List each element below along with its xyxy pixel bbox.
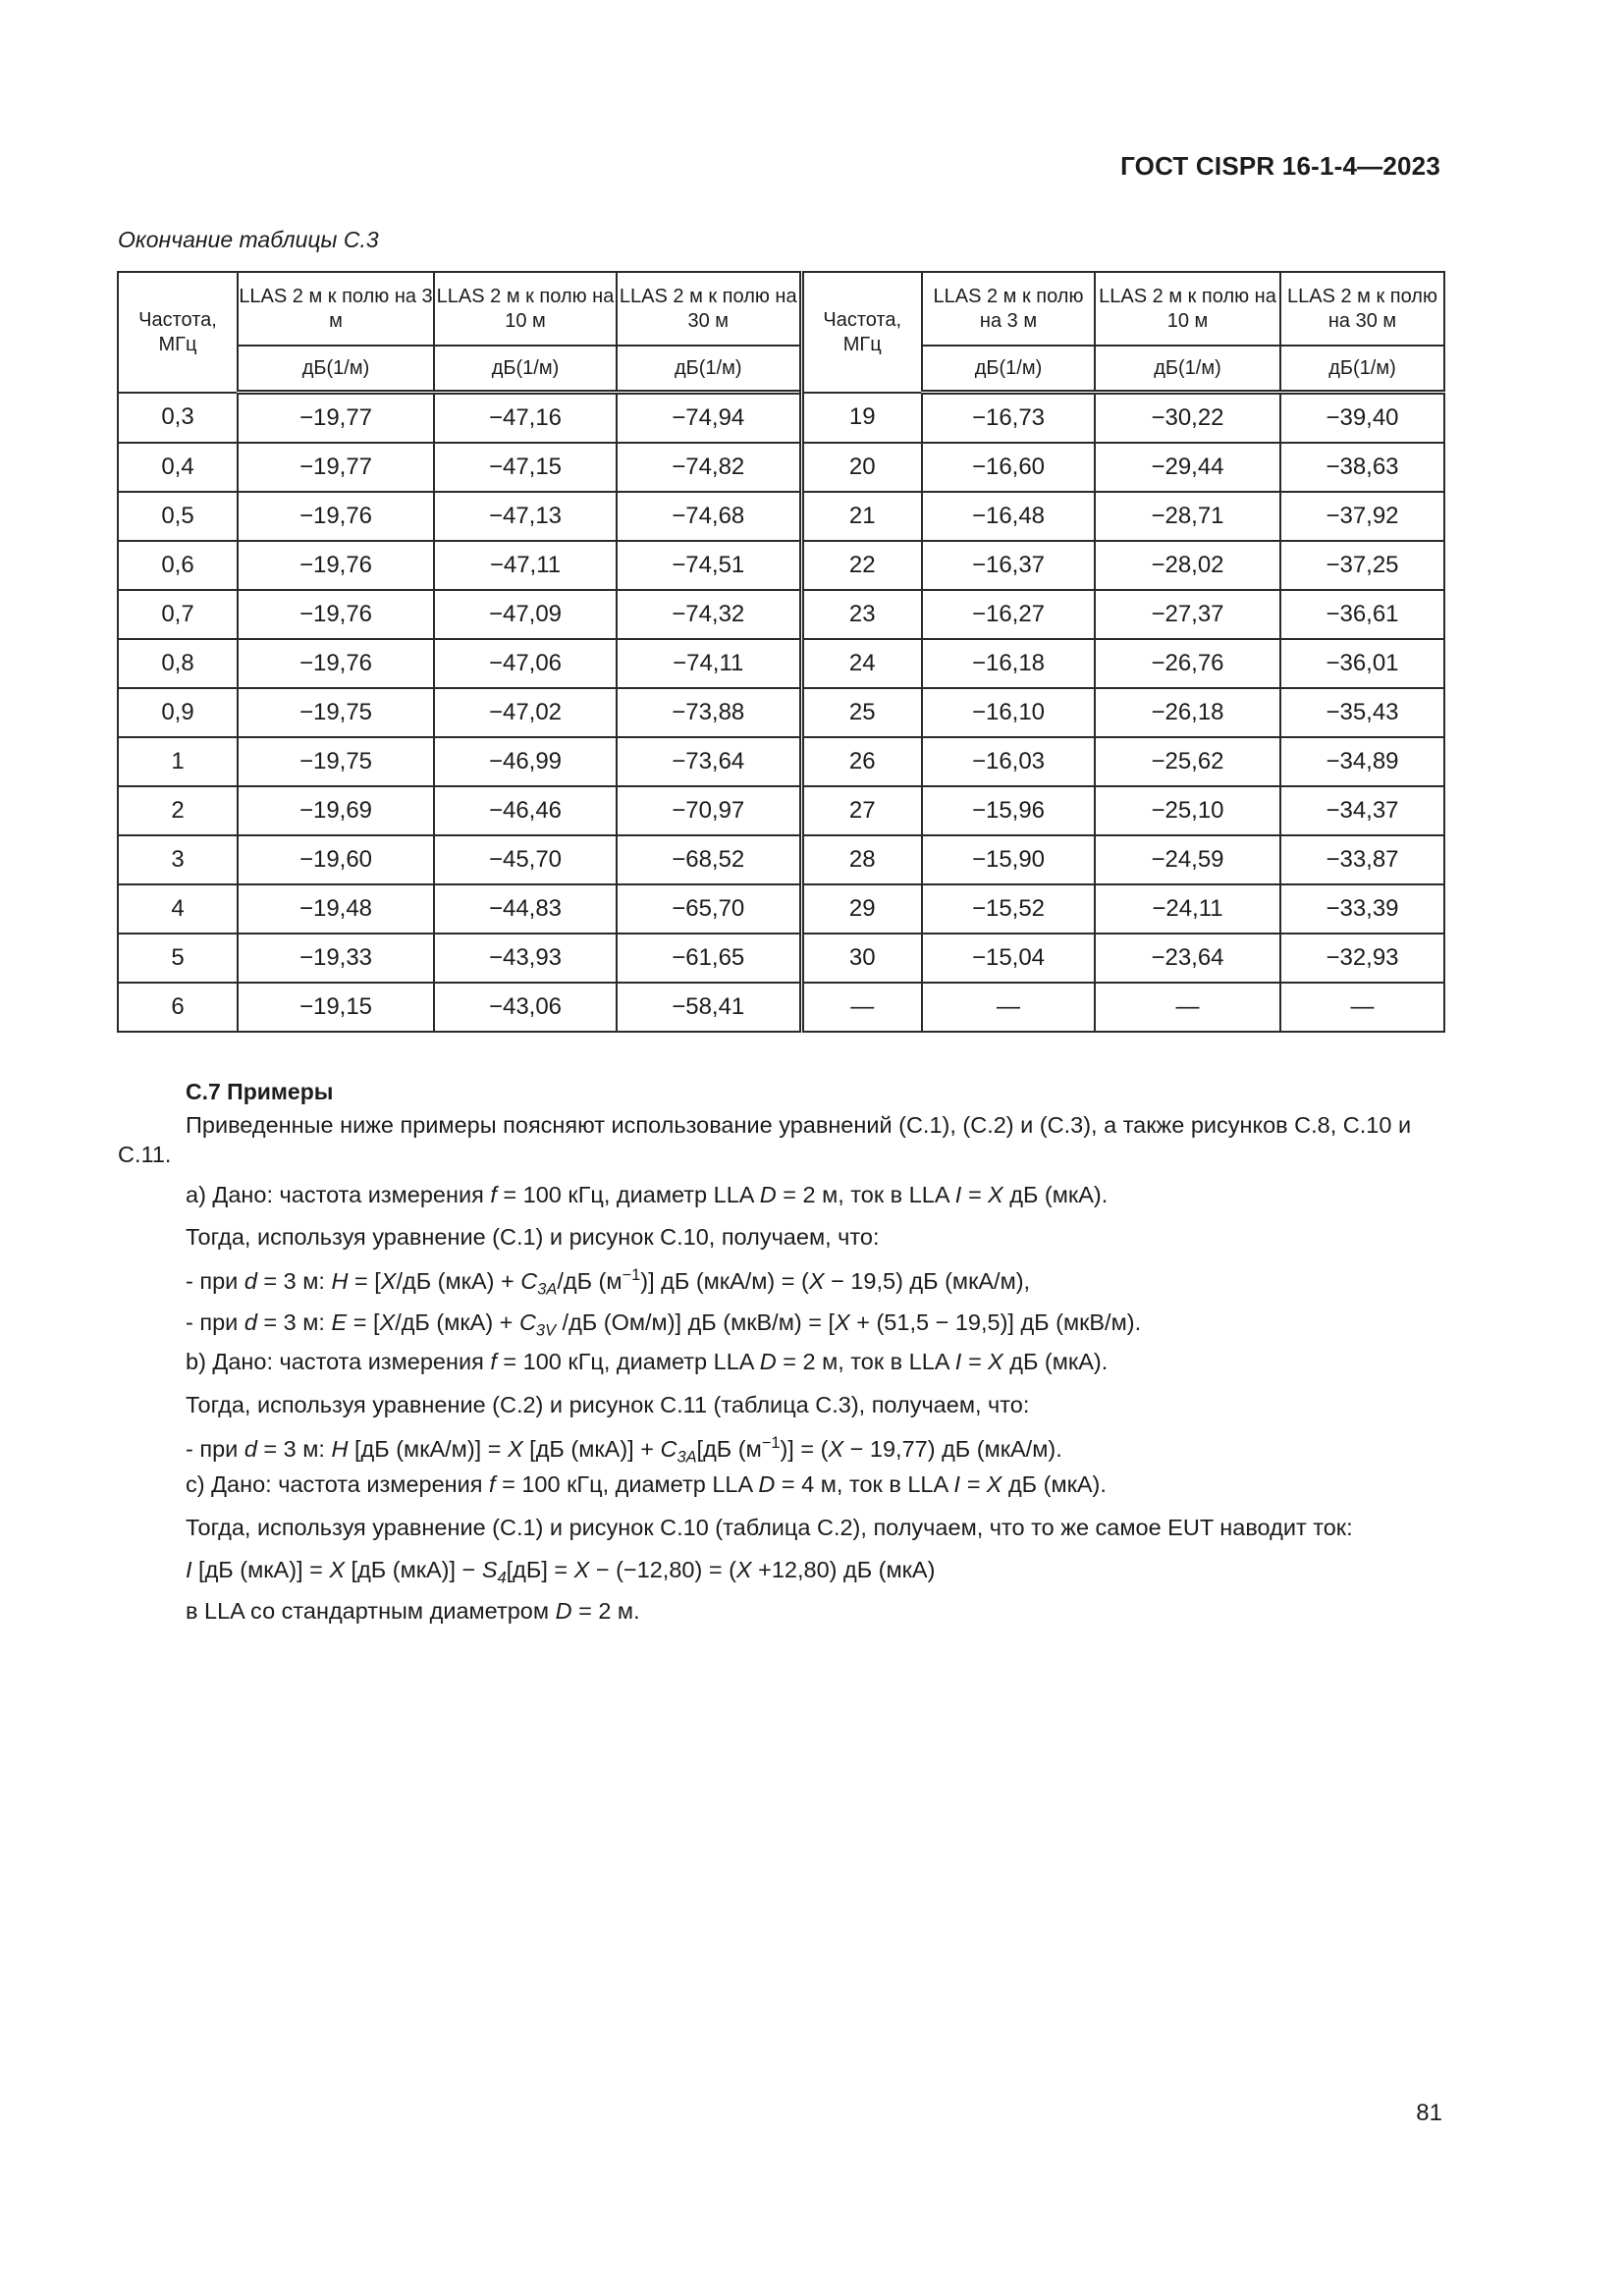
table-cell: — [1095, 983, 1280, 1032]
table-cell: −16,27 [922, 590, 1095, 639]
table-cell: 1 [118, 737, 238, 786]
table-cell: −15,04 [922, 934, 1095, 983]
table-cell: −32,93 [1280, 934, 1444, 983]
table-cell: −47,16 [434, 393, 617, 444]
table-cell: −38,63 [1280, 443, 1444, 492]
table-cell: −61,65 [617, 934, 801, 983]
table-cell: 23 [801, 590, 922, 639]
table-cell: −74,32 [617, 590, 801, 639]
table-cell: −25,62 [1095, 737, 1280, 786]
table-cell: −19,48 [238, 884, 434, 934]
table-cell: −15,90 [922, 835, 1095, 884]
unit-header: дБ(1/м) [922, 346, 1095, 393]
table-cell: −47,11 [434, 541, 617, 590]
table-cell: 22 [801, 541, 922, 590]
table-cell: −46,99 [434, 737, 617, 786]
table-row [118, 835, 1444, 884]
table-row [118, 786, 1444, 835]
table-cell: −16,48 [922, 492, 1095, 541]
table-cell: 6 [118, 983, 238, 1032]
table-cell: −19,77 [238, 443, 434, 492]
example-a-then: Тогда, используя уравнение (С.1) и рисунок С.10, получаем, что: [186, 1224, 880, 1250]
table-cell: −45,70 [434, 835, 617, 884]
col-header-3m-right: LLAS 2 м к полю на 3 м [922, 272, 1095, 346]
table-cell: −19,69 [238, 786, 434, 835]
intro-paragraph: Приведенные ниже примеры поясняют использование уравнений (С.1), (С.2) и (С.3), а также рисунков С.8, С.10 и С.11. [118, 1112, 1412, 1167]
table-cell: −68,52 [617, 835, 801, 884]
col-header-10m-left: LLAS 2 м к полю на 10 м [434, 272, 617, 346]
table-cell: 28 [801, 835, 922, 884]
unit-header: дБ(1/м) [434, 346, 617, 393]
table-cell: −74,94 [617, 393, 801, 444]
table-cell: −74,82 [617, 443, 801, 492]
table-cell: 0,4 [118, 443, 238, 492]
table-cell: −16,60 [922, 443, 1095, 492]
table-cell: −43,93 [434, 934, 617, 983]
table-cell: 27 [801, 786, 922, 835]
example-a-equation-2: - при d = 3 м: E = [X/дБ $(мкА) + C_{3V}$ /дБ (Ом/м)] дБ (мкВ/м) = [X + (51,5 − 19,5)] дБ (мкВ/м). [186, 1309, 1142, 1340]
table-cell: −16,03 [922, 737, 1095, 786]
table-cell: −37,92 [1280, 492, 1444, 541]
table-cell: −47,02 [434, 688, 617, 737]
example-b-given: b) Дано: частота измерения f = 100 кГц, диаметр LLA D = 2 м, ток в LLA I = X дБ (мкА). [186, 1349, 1109, 1374]
table-cell: −24,11 [1095, 884, 1280, 934]
table-cell: −73,88 [617, 688, 801, 737]
unit-header: дБ(1/м) [1095, 346, 1280, 393]
example-c-given: с) Дано: частота измерения f = 100 кГц, диаметр LLA D = 4 м, ток в LLA I = X дБ (мкА). [186, 1471, 1107, 1497]
table-cell: 25 [801, 688, 922, 737]
table-cell: −70,97 [617, 786, 801, 835]
table-cell: −46,46 [434, 786, 617, 835]
table-cell: −74,68 [617, 492, 801, 541]
table-cell: −16,37 [922, 541, 1095, 590]
table-cell: −74,11 [617, 639, 801, 688]
data-table [117, 271, 1445, 1033]
section-intro [118, 1110, 1443, 1169]
table-cell: 29 [801, 884, 922, 934]
table-row [118, 443, 1444, 492]
table-cell: −27,37 [1095, 590, 1280, 639]
table-row [118, 393, 1444, 444]
table-cell: −23,64 [1095, 934, 1280, 983]
table-cell: −19,76 [238, 639, 434, 688]
table-caption: Окончание таблицы С.3 [118, 227, 379, 252]
unit-header: дБ(1/м) [1280, 346, 1444, 393]
example-c-equation: I [дБ (мкА)] = X [дБ $(мкА)] - S_4[дБ] = X - (-12,80) = (X +12,80)$ дБ (мкА) [186, 1557, 936, 1587]
table-cell: −47,15 [434, 443, 617, 492]
table-cell: −19,76 [238, 541, 434, 590]
table-cell: — [1280, 983, 1444, 1032]
table-cell: 3 [118, 835, 238, 884]
table-cell: 5 [118, 934, 238, 983]
table-cell: −47,06 [434, 639, 617, 688]
example-c-conclusion: в LLA со стандартным диаметром D = 2 м. [186, 1598, 640, 1624]
table-cell: −35,43 [1280, 688, 1444, 737]
table-body [118, 393, 1444, 1033]
table-cell: −25,10 [1095, 786, 1280, 835]
table-row [118, 541, 1444, 590]
table-cell: −19,33 [238, 934, 434, 983]
table-cell: −28,71 [1095, 492, 1280, 541]
table-cell: −19,60 [238, 835, 434, 884]
table-cell: 0,3 [118, 393, 238, 444]
table-cell: 0,6 [118, 541, 238, 590]
table-cell: 21 [801, 492, 922, 541]
table-row [118, 983, 1444, 1032]
table-cell: −73,64 [617, 737, 801, 786]
table-row [118, 639, 1444, 688]
example-b-equation: - при d = 3 м: H [дБ (мкА/м)] = X [дБ $(мкА)] + C_{3A}[дБ$ $(м^{-1})] = (X - 19,77)$ дБ (мкА/м). [186, 1434, 1062, 1467]
col-header-3m-left: LLAS 2 м к полю на 3 м [238, 272, 434, 346]
table-cell: −24,59 [1095, 835, 1280, 884]
table-cell: −34,37 [1280, 786, 1444, 835]
example-a-given: а) Дано: частота измерения f = 100 кГц, диаметр LLA D = 2 м, ток в LLA I = X дБ (мкА). [186, 1182, 1109, 1207]
table-cell: −43,06 [434, 983, 617, 1032]
example-a-equation-1: - при d = 3 м: H = [X/дБ $(мкА) + C_{3A}/дБ$ $(м^{-1})$] дБ (мкА/м) = (X − 19,5) дБ (мкА/м), [186, 1266, 1031, 1299]
table-row [118, 688, 1444, 737]
table-cell: −15,96 [922, 786, 1095, 835]
table-cell: 26 [801, 737, 922, 786]
section-title: С.7 Примеры [186, 1079, 334, 1104]
table-cell: −33,87 [1280, 835, 1444, 884]
table-cell: 24 [801, 639, 922, 688]
table-cell: −19,75 [238, 688, 434, 737]
example-c-then: Тогда, используя уравнение (С.1) и рисунок С.10 (таблица С.2), получаем, что то же самое EUT наводит ток: [186, 1515, 1353, 1540]
unit-header: дБ(1/м) [238, 346, 434, 393]
table-cell: 2 [118, 786, 238, 835]
table-cell: 0,5 [118, 492, 238, 541]
table-row [118, 590, 1444, 639]
table-cell: 0,7 [118, 590, 238, 639]
table-cell: 4 [118, 884, 238, 934]
table-cell: −19,15 [238, 983, 434, 1032]
table-cell: −19,76 [238, 590, 434, 639]
table-cell: −37,25 [1280, 541, 1444, 590]
table-cell: — [801, 983, 922, 1032]
table-row [118, 884, 1444, 934]
table-cell: −30,22 [1095, 393, 1280, 444]
table-cell: −26,18 [1095, 688, 1280, 737]
table-cell: −65,70 [617, 884, 801, 934]
table-cell: −19,76 [238, 492, 434, 541]
table-cell: −36,61 [1280, 590, 1444, 639]
table-cell: −47,13 [434, 492, 617, 541]
table-cell: −34,89 [1280, 737, 1444, 786]
table-cell: −36,01 [1280, 639, 1444, 688]
freq-header-left: Частота, МГц [118, 272, 238, 393]
table-cell: −19,75 [238, 737, 434, 786]
table-cell: −58,41 [617, 983, 801, 1032]
page-number: 81 [1416, 2100, 1442, 2126]
freq-header-right: Частота, МГц [801, 272, 922, 393]
table-cell: −19,77 [238, 393, 434, 444]
example-b-then: Тогда, используя уравнение (С.2) и рисунок С.11 (таблица С.3), получаем, что: [186, 1392, 1030, 1417]
table-cell: 30 [801, 934, 922, 983]
table-cell: −33,39 [1280, 884, 1444, 934]
table-cell: −39,40 [1280, 393, 1444, 444]
table-cell: −16,10 [922, 688, 1095, 737]
table-row [118, 934, 1444, 983]
col-header-30m-right: LLAS 2 м к полю на 30 м [1280, 272, 1444, 346]
col-header-10m-right: LLAS 2 м к полю на 10 м [1095, 272, 1280, 346]
table-cell: 19 [801, 393, 922, 444]
table-cell: −47,09 [434, 590, 617, 639]
table-cell: 0,9 [118, 688, 238, 737]
table-cell: −28,02 [1095, 541, 1280, 590]
table-cell: −44,83 [434, 884, 617, 934]
table-cell: — [922, 983, 1095, 1032]
table-cell: −16,73 [922, 393, 1095, 444]
col-header-30m-left: LLAS 2 м к полю на 30 м [617, 272, 801, 346]
table-row [118, 492, 1444, 541]
table-cell: 0,8 [118, 639, 238, 688]
unit-header: дБ(1/м) [617, 346, 801, 393]
table-cell: −15,52 [922, 884, 1095, 934]
table-cell: −16,18 [922, 639, 1095, 688]
table-cell: −74,51 [617, 541, 801, 590]
table-cell: −29,44 [1095, 443, 1280, 492]
table-cell: −26,76 [1095, 639, 1280, 688]
table-row [118, 737, 1444, 786]
document-code: ГОСТ CISPR 16-1-4—2023 [1120, 151, 1440, 181]
table-cell: 20 [801, 443, 922, 492]
